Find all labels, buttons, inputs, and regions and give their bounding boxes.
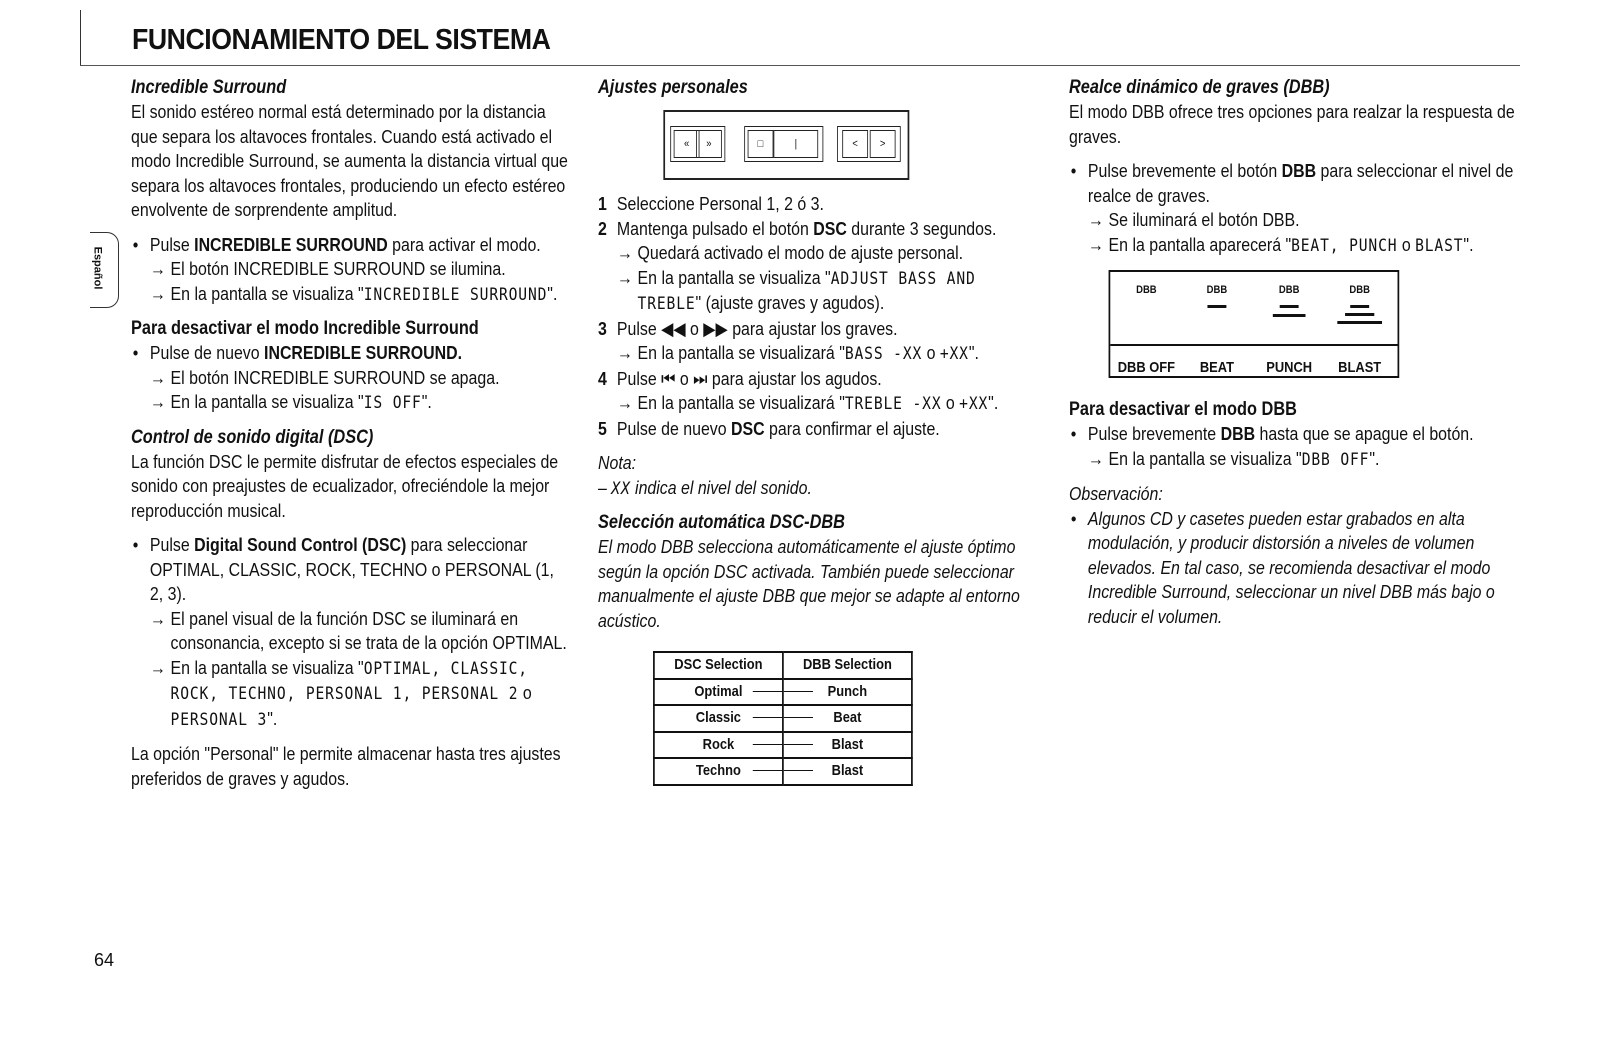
bullet-item: • Pulse Digital Sound Control (DSC) para seleccionar OPTIMAL, CLASSIC, ROCK, TECHNO o PERSONAL (1, 2, 3). [131, 533, 570, 607]
result-item: → El botón INCREDIBLE SURROUND se apaga. [131, 366, 570, 391]
arrow-icon: → [616, 342, 633, 363]
table-header: DBB Selection [783, 652, 912, 679]
rewind-button-icon: « [674, 130, 700, 158]
bullet-item: • Pulse de nuevo INCREDIBLE SURROUND. [131, 341, 570, 366]
arrow-icon: → [1087, 209, 1104, 230]
connector-line [784, 770, 813, 771]
forward-button-icon: » [696, 130, 722, 158]
dsc-body: La función DSC le permite disfrutar de efectos especiales de sonido con preajustes de ecualizador, ofreciéndole la mejor reproducción musical. [131, 450, 559, 521]
header-rule-horizontal [80, 65, 1520, 66]
section-title-deactivate-dbb: Para desactivar el modo DBB [1069, 399, 1297, 420]
next-button-icon: > [870, 130, 896, 158]
step-item: 5 Pulse de nuevo DSC para confirmar el ajuste. [598, 417, 940, 439]
section-title-incredible-surround: Incredible Surround [131, 77, 287, 98]
bullet-item: • Pulse brevemente DBB hasta que se apague el botón. [1069, 422, 1538, 447]
dbb-level-beat: DBB BEAT [1199, 284, 1234, 376]
observation-body: • Algunos CD y casetes pueden estar grabados en alta modulación, y producir distorsión a niveles de volumen elevados. En tal caso, se recomienda desactivar el modo Incredible Surround, seleccionar un nivel DBB más bajo o reducir el volumen. [1069, 507, 1538, 630]
level-bar [1337, 321, 1382, 324]
page-number: 64 [94, 950, 115, 970]
arrow-icon: → [149, 366, 166, 388]
step-item: 2 Mantenga pulsado el botón DSC durante 3 segundos. → Quedará activado el modo de ajuste personal. → En la pantalla se visualiza "ADJUST BASS AND TREBLE" (ajuste graves y agudos). [598, 217, 1047, 317]
result-item: → En la pantalla se visualiza "INCREDIBLE SURROUND". [149, 282, 558, 305]
result-item: → En la pantalla se visualiza "IS OFF". [149, 391, 432, 413]
box-divider [1110, 344, 1397, 346]
page-header [80, 10, 1550, 66]
level-bar [1345, 313, 1374, 316]
result-item: → El botón INCREDIBLE SURROUND se ilumina. [131, 257, 570, 282]
auto-selection-body: El modo DBB selecciona automáticamente el ajuste óptimo según la opción DSC activada. También puede seleccionar manualmente el ajuste DBB que mejor se adapte al entorno acústico. [598, 536, 1020, 631]
result-item: → En la pantalla se visualiza "OPTIMAL, CLASSIC, ROCK, TECHNO, PERSONAL 1, PERSONAL 2 o PERSONAL 3". [149, 656, 532, 730]
column-2 [598, 76, 1048, 786]
connector-line [753, 717, 782, 718]
result-item: → Se iluminará el botón DBB. [1069, 208, 1538, 233]
remote-buttons-illustration [663, 110, 909, 180]
arrow-icon: → [149, 282, 166, 304]
arrow-icon: → [616, 266, 633, 288]
table-row: Techno Blast [654, 758, 912, 785]
observation-title: Observación: [1069, 483, 1163, 504]
dbb-body: El modo DBB ofrece tres opciones para realzar la respuesta de graves. [1069, 101, 1515, 147]
language-tab [66, 232, 124, 310]
connector-line [784, 691, 813, 692]
arrow-icon: → [1087, 447, 1104, 469]
incredible-surround-body: El sonido estéreo normal está determinado por la distancia que separa los altavoces frontales. Cuando está activado el modo Incredible Surround, se aumenta la distancia virtual que separa los altavoces frontales, produciendo un efecto estéreo envolvente de sorprendente amplitud. [131, 101, 568, 220]
dsc-dbb-table [653, 651, 913, 786]
note-title: Nota: [598, 452, 637, 473]
table-row: Rock Blast [654, 732, 912, 759]
result-item: → En la pantalla aparecerá "BEAT, PUNCH o BLAST". [1087, 233, 1474, 256]
table-header: DSC Selection [654, 652, 783, 679]
dbb-level-off: DBB DBB OFF [1117, 284, 1176, 376]
column-3 [1069, 76, 1539, 629]
result-item: → En la pantalla se visualiza "DBB OFF". [1087, 447, 1380, 470]
arrow-icon: → [149, 607, 166, 629]
column-1 [131, 76, 571, 791]
note-body: – XX indica el nivel del sonido. [598, 476, 812, 499]
language-label: Español [91, 246, 104, 290]
section-title-personal-settings: Ajustes personales [598, 77, 748, 98]
section-title-auto-selection: Selección automática DSC-DBB [598, 512, 845, 533]
result-item: → El panel visual de la función DSC se iluminará en consonancia, excepto si se trata de la opción OPTIMAL. [149, 607, 567, 653]
level-bar [1207, 305, 1226, 308]
arrow-icon: → [149, 656, 166, 678]
section-title-dbb: Realce dinámico de graves (DBB) [1069, 77, 1330, 98]
connector-line [753, 691, 782, 692]
dbb-level-blast: DBB BLAST [1338, 284, 1382, 376]
header-rule-vertical [80, 10, 81, 66]
prev-button-icon: < [842, 130, 868, 158]
arrow-icon: → [616, 392, 633, 413]
connector-line [784, 717, 813, 718]
dsc-button-icon: | [773, 130, 818, 158]
arrow-icon: → [149, 391, 166, 412]
result-item: → En la pantalla se visualiza "ADJUST BASS AND TREBLE" (ajuste graves y agudos). [616, 266, 976, 314]
result-item: → En la pantalla se visualizará "TREBLE -XX o +XX". [616, 392, 999, 414]
step-item: 1 Seleccione Personal 1, 2 ó 3. [598, 193, 824, 214]
level-bar [1273, 314, 1306, 317]
step-item: 4 Pulse ⏮ o ⏭ para ajustar los agudos. → En la pantalla se visualizará "TREBLE -XX o +XX". [598, 367, 1047, 417]
dbb-levels-illustration [1109, 270, 1400, 378]
table-row: Optimal Punch [654, 679, 912, 706]
arrow-icon: → [1087, 233, 1104, 255]
arrow-icon: → [149, 258, 166, 279]
connector-line [753, 744, 782, 745]
level-bar [1280, 305, 1299, 308]
result-item: → Quedará activado el modo de ajuste personal. [617, 241, 1047, 266]
connector-line [784, 744, 813, 745]
stop-button-icon: □ [748, 130, 774, 158]
table-header-row [654, 652, 912, 679]
connector-line [753, 770, 782, 771]
section-title-dsc: Control de sonido digital (DSC) [131, 426, 374, 448]
arrow-icon: → [616, 242, 633, 263]
personal-note: La opción "Personal" le permite almacenar hasta tres ajustes preferidos de graves y agudos. [131, 743, 561, 789]
step-item: 3 Pulse ◀◀ o ▶▶ para ajustar los graves. → En la pantalla se visualizará "BASS -XX o +XX". [598, 317, 1047, 367]
dbb-level-punch: DBB PUNCH [1266, 284, 1313, 376]
bullet-item: • Pulse brevemente el botón DBB para seleccionar el nivel de realce de graves. [1069, 159, 1538, 208]
section-title-deactivate-surround: Para desactivar el modo Incredible Surround [131, 318, 479, 339]
bullet-item: • Pulse INCREDIBLE SURROUND para activar el modo. [131, 233, 570, 258]
page-title: FUNCIONAMIENTO DEL SISTEMA [132, 24, 551, 56]
table-row: Classic Beat [654, 705, 912, 732]
level-bar [1350, 305, 1369, 308]
result-item: → En la pantalla se visualizará "BASS -XX o +XX". [616, 342, 979, 364]
